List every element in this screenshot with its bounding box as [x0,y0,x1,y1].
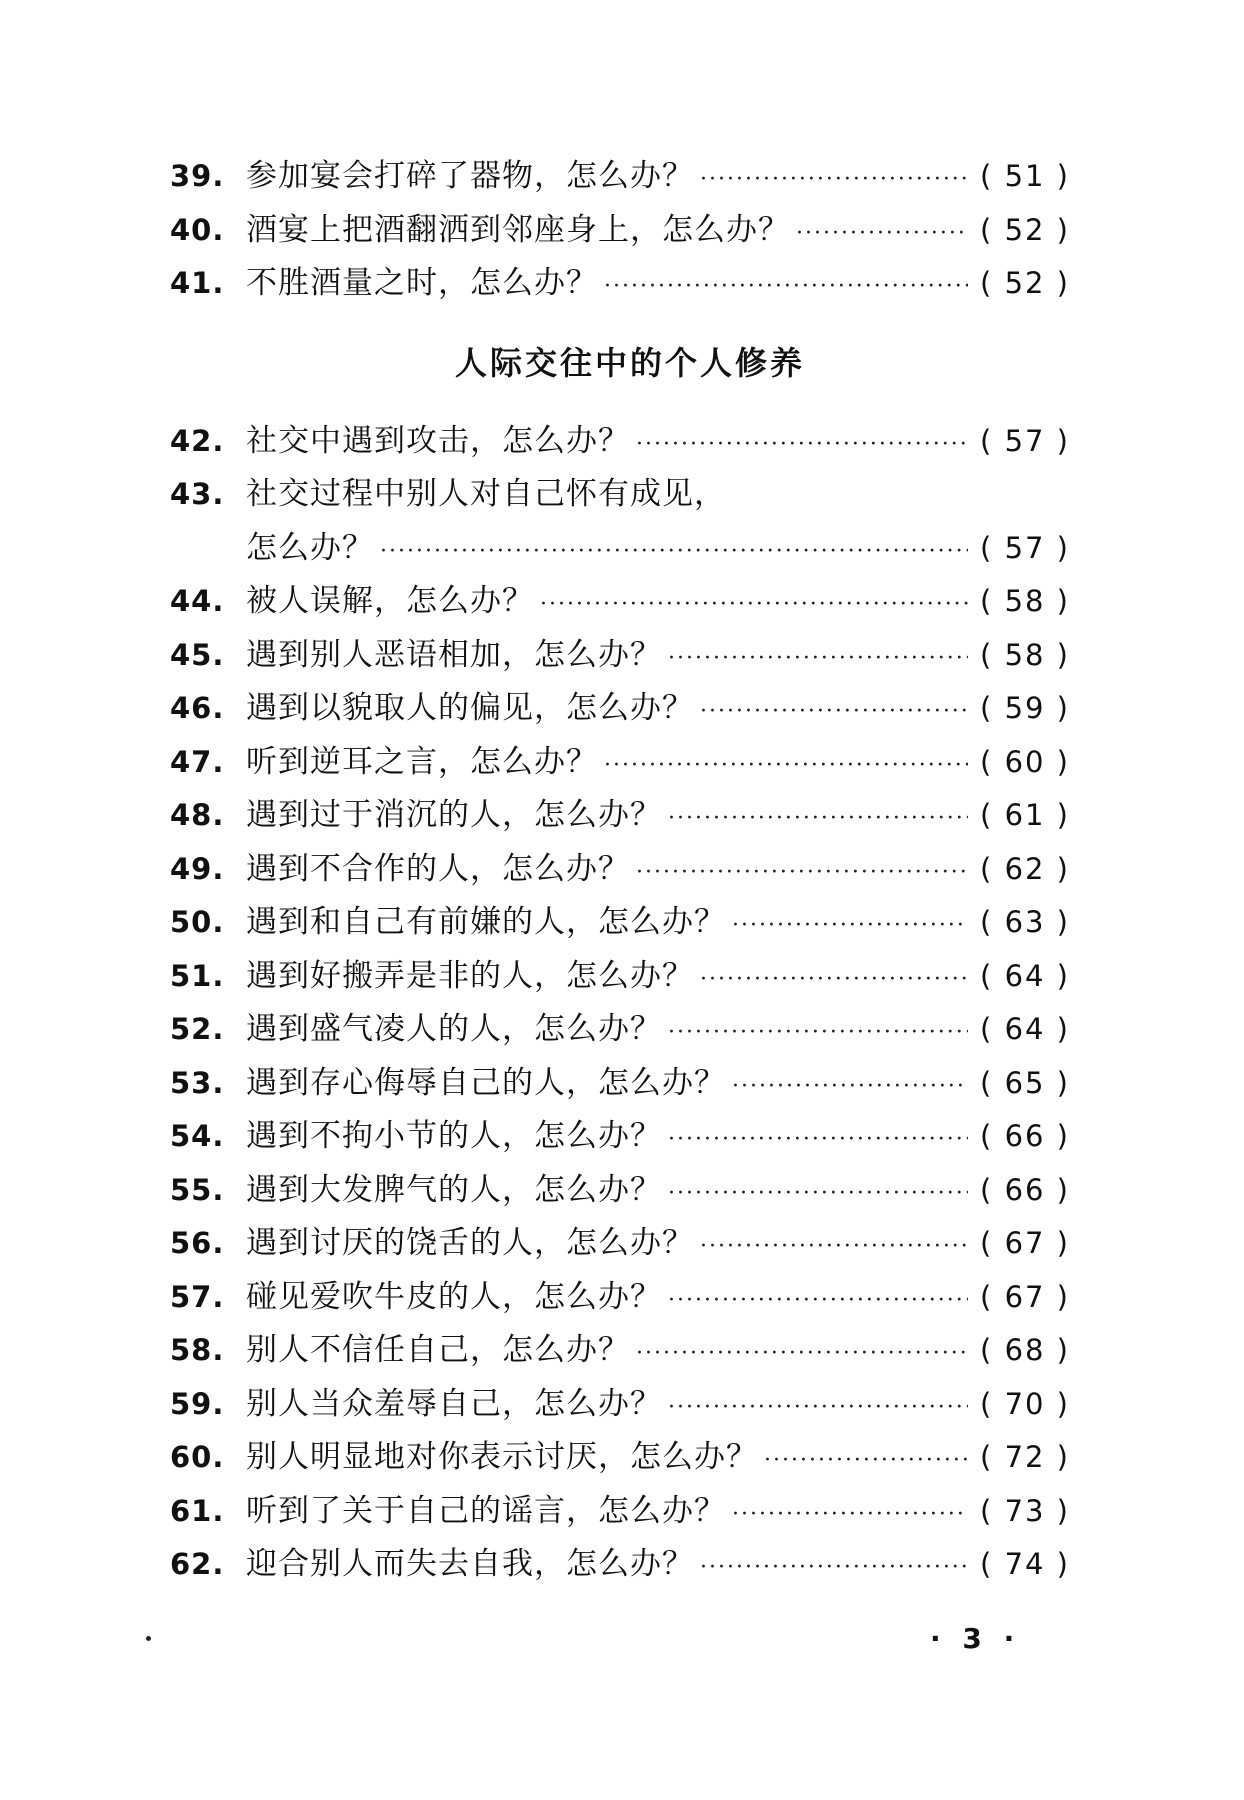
entry-title: 遇到过于消沉的人，怎么办？ [246,797,662,833]
toc-entry [170,950,1070,1004]
entry-page: ( 57 ) [980,423,1070,458]
dot-leader [732,899,968,953]
entry-number: 42. [170,423,225,458]
entry-number: 62. [170,1547,225,1581]
toc-entry [170,1217,1070,1271]
entry-number: 49. [170,851,225,886]
scan-speck [146,1636,151,1641]
entry-title: 遇到大发脾气的人，怎么办？ [246,1171,662,1208]
entry-title: 遇到好搬弄是非的人，怎么办？ [246,957,694,994]
dot-leader [668,1274,968,1328]
entry-number: 41. [170,266,225,300]
entry-title: 遇到别人恶语相加，怎么办？ [246,636,662,673]
entry-title: 别人明显地对你表示讨厌，怎么办？ [246,1439,758,1475]
entry-page: ( 58 ) [980,584,1070,618]
toc-entry [170,575,1070,629]
entry-title: 遇到以貌取人的偏见，怎么办？ [246,690,694,726]
entry-title: 听到了关于自己的谣言，怎么办？ [246,1492,726,1529]
entry-number: 58. [170,1333,225,1367]
dot-leader [636,846,968,900]
entry-page: ( 63 ) [980,905,1070,939]
toc-entry [170,1324,1070,1378]
entry-number: 56. [170,1226,225,1260]
entry-number: 44. [170,584,225,618]
entry-number: 48. [170,798,225,832]
entry-title: 被人误解，怎么办？ [246,583,534,619]
entry-title: 遇到和自己有前嫌的人，怎么办？ [246,904,726,940]
entry-number: 39. [170,159,225,193]
toc-entry-continuation [170,522,1070,576]
toc-entry [170,1003,1070,1057]
entry-page: ( 60 ) [980,744,1070,779]
entry-page: ( 70 ) [980,1386,1070,1421]
entry-page: ( 61 ) [980,798,1070,832]
toc-entry [170,468,1070,522]
toc-entry [170,1431,1070,1485]
toc-entry [170,257,1070,311]
toc-entry [170,415,1070,469]
dot-leader [604,739,968,793]
dot-leader [700,685,968,739]
entry-number: 43. [170,477,225,511]
entry-number: 46. [170,691,225,725]
dot-leader [764,1434,968,1488]
toc-entry [170,1378,1070,1432]
table-of-contents [170,150,1070,1592]
entry-title: 参加宴会打碎了器物，怎么办？ [246,158,694,194]
entry-number: 52. [170,1012,225,1046]
toc-entry [170,843,1070,897]
entry-page: ( 64 ) [980,958,1070,993]
toc-entry [170,1057,1070,1111]
entry-page: ( 72 ) [980,1440,1070,1474]
entry-number: 51. [170,958,225,993]
toc-entry [170,896,1070,950]
entry-page: ( 67 ) [980,1279,1070,1314]
entry-title: 酒宴上把酒翻洒到邻座身上，怎么办？ [246,211,790,248]
entry-page: ( 58 ) [980,637,1070,672]
toc-entry [170,1538,1070,1592]
dot-leader [700,153,968,207]
entry-number: 50. [170,905,225,939]
entry-page: ( 52 ) [980,266,1070,300]
toc-entry [170,150,1070,204]
dot-leader [540,578,968,632]
entry-page: ( 64 ) [980,1012,1070,1046]
entry-number: 57. [170,1279,225,1314]
dot-leader [700,1541,968,1595]
dot-leader [380,525,968,579]
entry-number: 53. [170,1065,225,1100]
entry-page: ( 66 ) [980,1172,1070,1207]
entry-number: 45. [170,637,225,672]
entry-number: 61. [170,1493,225,1528]
section-heading: 人际交往中的个人修养 [454,343,805,382]
toc-entry [170,736,1070,790]
toc-entry [170,204,1070,258]
entry-page: ( 59 ) [980,691,1070,725]
entry-title: 遇到不拘小节的人，怎么办？ [246,1118,662,1154]
dot-leader [668,1113,968,1167]
page-footer [0,1622,1244,1662]
entry-page: ( 57 ) [980,530,1070,565]
entry-title: 不胜酒量之时，怎么办？ [246,265,598,301]
entry-page: ( 62 ) [980,851,1070,886]
entry-page: ( 73 ) [980,1493,1070,1528]
entry-page: ( 66 ) [980,1119,1070,1153]
dot-leader [604,260,968,314]
entry-title: 碰见爱吹牛皮的人，怎么办？ [246,1278,662,1315]
entry-title: 别人不信任自己，怎么办？ [246,1332,630,1368]
entry-number: 47. [170,744,225,779]
entry-title: 社交中遇到攻击，怎么办？ [246,422,630,459]
entry-page: ( 68 ) [980,1333,1070,1367]
dot-leader [732,1060,968,1114]
toc-entry [170,1271,1070,1325]
entry-title: 迎合别人而失去自我，怎么办？ [246,1546,694,1582]
page-number: · 3 · [930,1622,1021,1655]
entry-page: ( 52 ) [980,212,1070,247]
entry-number: 59. [170,1386,225,1421]
dot-leader [668,792,968,846]
dot-leader [732,1488,968,1542]
entry-title-line-1: 社交过程中别人对自己怀有成见， [246,476,726,512]
entry-title: 遇到讨厌的饶舌的人，怎么办？ [246,1225,694,1261]
dot-leader [668,632,968,686]
entry-number: 60. [170,1440,225,1474]
entry-title: 遇到存心侮辱自己的人，怎么办？ [246,1064,726,1101]
dot-leader [668,1381,968,1435]
entry-title-line-2: 怎么办？ [246,529,374,566]
entry-page: ( 67 ) [980,1226,1070,1260]
toc-entry [170,1164,1070,1218]
entry-title: 遇到不合作的人，怎么办？ [246,850,630,887]
entry-number: 40. [170,212,225,247]
dot-leader [668,1006,968,1060]
toc-entry [170,789,1070,843]
dot-leader [700,1220,968,1274]
dot-leader [700,953,968,1007]
entry-title: 遇到盛气凌人的人，怎么办？ [246,1011,662,1047]
dot-leader [796,207,968,261]
entry-page: ( 74 ) [980,1547,1070,1581]
entry-title: 听到逆耳之言，怎么办？ [246,743,598,780]
dot-leader [636,418,968,472]
dot-leader [636,1327,968,1381]
entry-number: 54. [170,1119,225,1153]
entry-page: ( 51 ) [980,159,1070,193]
toc-entry [170,629,1070,683]
entry-title: 别人当众羞辱自己，怎么办？ [246,1385,662,1422]
dot-leader [668,1167,968,1221]
entry-number: 55. [170,1172,225,1207]
toc-entry [170,1485,1070,1539]
entry-page: ( 65 ) [980,1065,1070,1100]
toc-entry [170,682,1070,736]
toc-entry [170,1110,1070,1164]
